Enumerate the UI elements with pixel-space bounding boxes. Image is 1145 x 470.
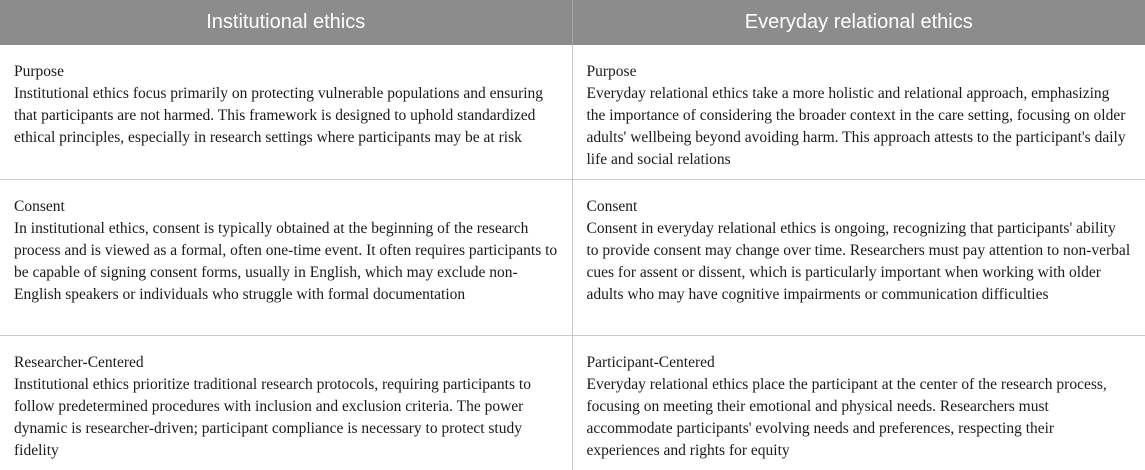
cell-title: Purpose xyxy=(587,61,1132,83)
cell-text: Everyday relational ethics take a more holistic and relational approach, emphasizing the importance of considering the broader context in the care setting, focusing on older adults' wellbeing beyond avoiding harm. This approach attests to the participant's daily life and social relations xyxy=(587,83,1132,171)
header-institutional-ethics: Institutional ethics xyxy=(0,0,572,45)
table-cell xyxy=(0,45,572,180)
table-cell xyxy=(572,336,1145,470)
cell-title: Participant-Centered xyxy=(587,352,1132,374)
cell-text: Institutional ethics prioritize traditional research protocols, requiring participants to follow predetermined procedures with inclusion and exclusion criteria. The power dynamic is researcher-driven; participant compliance is necessary to protect study fidelity xyxy=(14,374,558,462)
table-row xyxy=(0,336,1145,470)
table-cell xyxy=(0,180,572,336)
table-row xyxy=(0,180,1145,336)
cell-text: Consent in everyday relational ethics is ongoing, recognizing that participants' ability to provide consent may change over time. Researchers must pay attention to non-verbal cues for assent or dissent, which is particularly important when working with older adults who may have cognitive impairments or communication difficulties xyxy=(587,218,1132,306)
header-everyday-relational-ethics: Everyday relational ethics xyxy=(572,0,1145,45)
table-header xyxy=(0,0,1145,45)
table-cell xyxy=(572,45,1145,180)
cell-title: Consent xyxy=(14,196,558,218)
cell-title: Purpose xyxy=(14,61,558,83)
cell-text: Institutional ethics focus primarily on protecting vulnerable populations and ensuring that participants are not harmed. This framework is designed to uphold standardized ethical principles, especially in research settings where participants may be at risk xyxy=(14,83,558,149)
header-row xyxy=(0,0,1145,45)
table-cell xyxy=(572,180,1145,336)
table-body xyxy=(0,45,1145,470)
table-row xyxy=(0,45,1145,180)
cell-title: Consent xyxy=(587,196,1132,218)
table-cell xyxy=(0,336,572,470)
cell-text: Everyday relational ethics place the participant at the center of the research process, focusing on meeting their emotional and physical needs. Researchers must accommodate participants' evolving needs and preferences, respecting their experiences and rights for equity xyxy=(587,374,1132,462)
cell-title: Researcher-Centered xyxy=(14,352,558,374)
cell-text: In institutional ethics, consent is typically obtained at the beginning of the research process and is viewed as a formal, often one-time event. It often requires participants to be capable of signing consent forms, usually in English, which may exclude non-English speakers or individuals who struggle with formal documentation xyxy=(14,218,558,306)
